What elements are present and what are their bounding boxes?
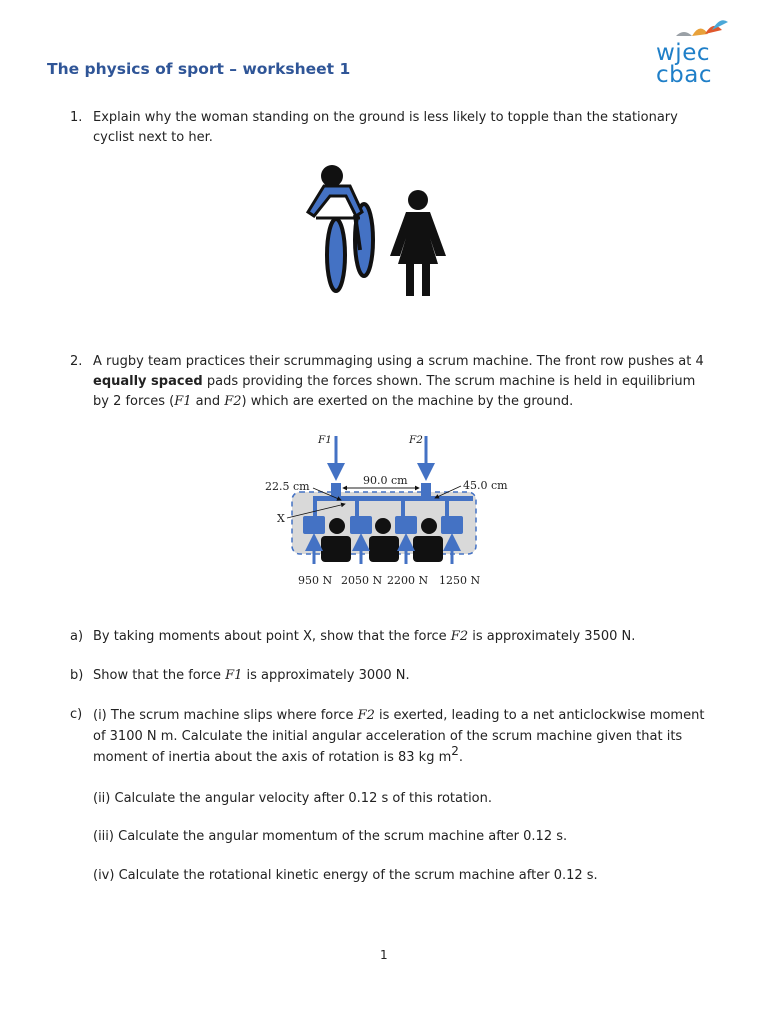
- part-c-iii-text: (iii) Calculate the angular momentum of the scrum machine after 0.12 s.: [93, 829, 568, 844]
- bicycle-rear-wheel: [327, 219, 345, 291]
- question-2-number: 2.: [70, 354, 83, 369]
- force-f2-symbol: F2: [224, 394, 242, 409]
- force-label-1: 950 N: [298, 574, 333, 587]
- part-c-ii-text: (ii) Calculate the angular velocity after 0.12 s of this rotation.: [93, 791, 493, 806]
- player-3-icon: [413, 536, 443, 562]
- page-number: 1: [380, 948, 388, 962]
- scrum-pad-1: [303, 516, 325, 534]
- diagram-label-f1: F1: [318, 434, 332, 446]
- part-b-text: Show that the force F1 is approximately 3000 N.: [93, 668, 410, 683]
- dimension-45cm: 45.0 cm: [463, 479, 508, 492]
- part-c-i-text: (i) The scrum machine slips where force F2 is exerted, leading to a net anticlockwise moment of 3100 N m. Calculate the initial angular acceleration of the scrum machine given that its moment of inertia about the axis of rotation is 83 kg $m^2$.: [93, 708, 705, 765]
- cyclist-head-icon: [321, 165, 343, 187]
- part-c-label: c): [70, 707, 83, 722]
- wjec-cbac-logo: [650, 16, 732, 96]
- logo-text-wjec: wjec: [656, 40, 710, 66]
- dimension-90cm: 90.0 cm: [363, 474, 408, 487]
- question-2-text: A rugby team practices their scrummaging using a scrum machine. The front row pushes at 4 equally spaced pads providing the forces shown. The scrum machine is held in equilibrium by 2 forces (F1 and F2) which are exerted on the machine by the ground.: [93, 354, 704, 409]
- scrum-pad-2: [350, 516, 372, 534]
- scrum-pad-4: [441, 516, 463, 534]
- part-b-label: b): [70, 668, 84, 683]
- force-label-2: 2050 N: [341, 574, 383, 587]
- cyclist-woman-figure: [300, 160, 460, 300]
- point-x-label: X: [277, 512, 285, 525]
- part-a-label: a): [70, 629, 84, 644]
- diagram-label-f2: F2: [409, 434, 423, 446]
- force-f1-symbol: F1: [174, 394, 192, 409]
- player-1-icon: [321, 536, 351, 562]
- part-a-text: By taking moments about point X, show that the force F2 is approximately 3500 N.: [93, 629, 636, 644]
- dimension-22-5cm: 22.5 cm: [265, 480, 310, 493]
- force-label-3: 2200 N: [387, 574, 429, 587]
- page-title: The physics of sport – worksheet 1: [47, 60, 351, 78]
- player-2-icon: [369, 536, 399, 562]
- scrum-pad-3: [395, 516, 417, 534]
- woman-body-icon: [390, 212, 446, 264]
- question-1-text: Explain why the woman standing on the ground is less likely to topple than the stationary cyclist next to her.: [93, 110, 678, 145]
- emphasis-equally-spaced: equally spaced: [93, 374, 203, 389]
- logo-text-cbac: cbac: [656, 62, 712, 88]
- question-1-number: 1.: [70, 110, 83, 125]
- woman-head-icon: [408, 190, 428, 210]
- scrum-machine-diagram: [255, 426, 515, 596]
- part-c-iv-text: (iv) Calculate the rotational kinetic energy of the scrum machine after 0.12 s.: [93, 868, 598, 883]
- force-label-4: 1250 N: [439, 574, 481, 587]
